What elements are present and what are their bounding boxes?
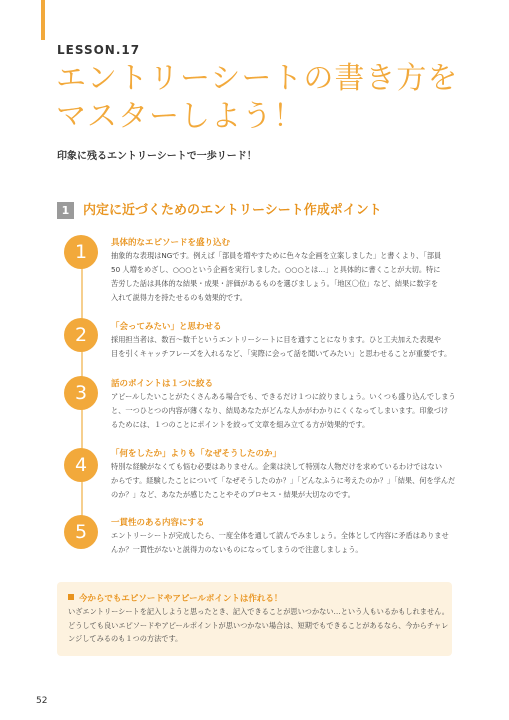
point-line: からです。経験したことについて「なぜそうしたのか？」「どんなふうに考えたのか？」「結果、何を学んだ [111, 476, 456, 485]
point-title: 一貫性のある内容にする [111, 518, 205, 528]
tip-body [68, 605, 448, 646]
page-number: 52 [36, 696, 48, 706]
title-line: マスターしよう！ [56, 99, 304, 134]
tip-line: ンジしてみるのも１つの方法です。 [68, 634, 183, 643]
title-line: エントリーシートの書き方を [56, 61, 459, 96]
point-number-badge: 5 [64, 515, 98, 549]
point-line: 特別な経験がなくても悩む必要はありません。企業は決して特別な人物だけを求めているわけではない [111, 462, 443, 471]
section-number: 1 [57, 202, 74, 219]
square-bullet-icon [68, 594, 74, 600]
section-title: 内定に近づくためのエントリーシート作成ポイント [83, 203, 382, 218]
point-body [111, 390, 481, 432]
point-line: と、一つひとつの内容が薄くなり、結局あなたがどんな人かがわかりにくくなってしまいます。印象づけ [111, 406, 449, 415]
point-title: 具体的なエピソードを盛り込む [111, 238, 231, 248]
point-line: 目を引くキャッチフレーズを入れるなど、「実際に会って話を聞いてみたい」と思わせることが重要です。 [111, 349, 452, 358]
point-line: エントリーシートが完成したら、一度全体を通して読んでみましょう。全体として内容に矛盾はありませ [111, 531, 449, 540]
point-line: んか？一貫性がないと説得力のないものになってしまうので注意しましょう。 [111, 545, 363, 554]
point-title: 「何をしたか」よりも「なぜそうしたのか」 [111, 449, 282, 459]
lesson-label: LESSON.17 [57, 43, 141, 57]
point-number-badge: 4 [64, 448, 98, 482]
point-body [111, 333, 481, 361]
page-title [56, 60, 486, 136]
point-line: のか？」など、あなたが感じたことやそのプロセス・結果が大切なのです。 [111, 490, 355, 499]
tip-line: どうしても良いエピソードやアピールポイントが思いつかない場合は、短期でもできることがあるなら、今からチャレ [68, 620, 449, 630]
point-line: 採用担当者は、数百〜数千というエントリーシートに目を通すことになります。ひと工夫加えた表現や [111, 335, 441, 344]
point-title: 「会ってみたい」と思わせる [111, 322, 222, 332]
page-subtitle: 印象に残るエントリーシートで一歩リード！ [57, 151, 257, 162]
point-line: 苦労した話は具体的な結果・成果・評価があるものを選びましょう。「地区〇位」など、結果に数字を [111, 279, 439, 288]
tip-box [57, 582, 452, 656]
point-number-badge: 3 [64, 376, 98, 410]
point-number-badge: 1 [64, 235, 98, 269]
point-line: 入れて説得力を持たせるのも効果的です。 [111, 293, 247, 302]
point-line: 抽象的な表現はNGです。例えば「部員を増やすために色々な企画を立案しました」と書くより、「部員 [111, 251, 442, 260]
accent-bar [41, 0, 45, 40]
point-line: 50 人増をめざし、○○○という企画を実行しました。○○○とは…」と具体的に書くことが大切。特に [111, 265, 441, 274]
tip-title-text: 今からでもエピソードやアピールポイントは作れる！ [79, 594, 283, 604]
point-line: るためには、１つのことにポイントを絞って文章を組み立てる方が効果的です。 [111, 420, 370, 429]
point-body [111, 249, 481, 305]
point-title: 話のポイントは１つに絞る [111, 379, 214, 389]
tip-title [68, 592, 282, 604]
point-body [111, 529, 481, 557]
tip-line: いざエントリーシートを記入しようと思ったとき、記入できることが思いつかない…という人もいるかもしれません。 [68, 607, 449, 616]
point-line: アピールしたいことがたくさんある場合でも、できるだけ１つに絞りましょう。いくつも盛り込んでしまう [111, 392, 456, 401]
point-body [111, 460, 481, 502]
point-number-badge: 2 [64, 318, 98, 352]
